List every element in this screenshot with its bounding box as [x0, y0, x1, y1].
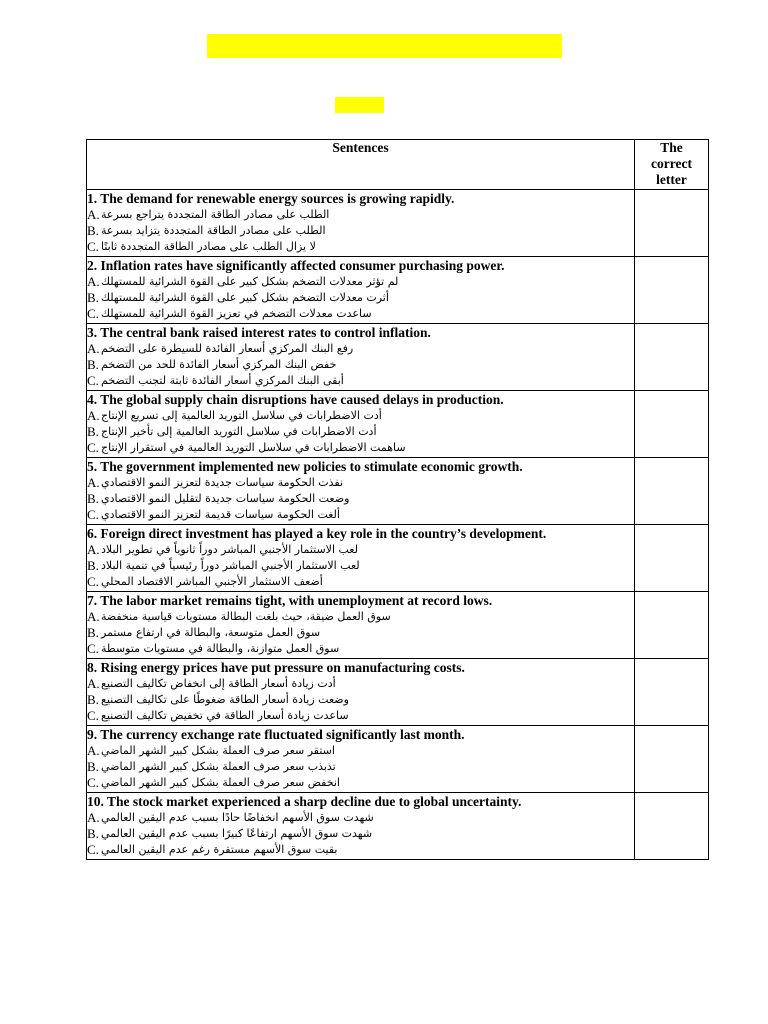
option-letter: B.	[87, 625, 99, 640]
question-row	[87, 257, 709, 324]
question-row	[87, 190, 709, 257]
option-row	[87, 440, 634, 456]
option-text: نفذت الحكومة سياسات جديدة لتعزيز النمو الاقتصادي	[101, 476, 344, 489]
option-letter: C.	[87, 842, 99, 857]
option-text: شهدت سوق الأسهم انخفاضًا حادًا بسبب عدم اليقين العالمي	[101, 811, 374, 824]
option-row	[87, 408, 634, 424]
option-text: أدت زيادة أسعار الطاقة إلى انخفاض تكاليف التصنيع	[101, 677, 336, 690]
option-text: خفض البنك المركزي أسعار الفائدة للحد من التضخم	[101, 358, 337, 371]
option-row	[87, 373, 634, 389]
question-row	[87, 659, 709, 726]
option-row	[87, 239, 634, 255]
option-letter: C.	[87, 306, 99, 321]
question-cell	[87, 458, 635, 525]
option-letter: A.	[87, 341, 100, 356]
option-text: وضعت زيادة أسعار الطاقة ضغوطًا على تكاليف التصنيع	[101, 693, 349, 706]
question-cell	[87, 324, 635, 391]
option-row	[87, 641, 634, 657]
option-letter: B.	[87, 357, 99, 372]
question-row	[87, 726, 709, 793]
option-letter: A.	[87, 475, 100, 490]
option-row	[87, 290, 634, 306]
option-row	[87, 574, 634, 590]
option-row	[87, 676, 634, 692]
option-letter: B.	[87, 826, 99, 841]
option-row	[87, 507, 634, 523]
answer-letter-cell[interactable]	[635, 458, 709, 525]
question-text: 6. Foreign direct investment has played a key role in the country’s development.	[87, 526, 547, 541]
option-row	[87, 274, 634, 290]
question-row	[87, 525, 709, 592]
option-text: أبقى البنك المركزي أسعار الفائدة ثابتة لتجنب التضخم	[101, 374, 344, 387]
option-text: تذبذب سعر صرف العملة بشكل كبير الشهر الماضي	[101, 760, 336, 773]
option-text: ساعدت زيادة أسعار الطاقة في تخفيض تكاليف التصنيع	[101, 709, 349, 722]
option-text: رفع البنك المركزي أسعار الفائدة للسيطرة على التضخم	[101, 342, 354, 355]
header-letter-line: letter	[656, 172, 687, 187]
option-text: أدت الاضطرابات في سلاسل التوريد العالمية إلى تأخير الإنتاج	[101, 425, 377, 438]
option-row	[87, 842, 634, 858]
option-text: أضعف الاستثمار الأجنبي المباشر الاقتصاد المحلي	[101, 575, 323, 588]
option-text: لم تؤثر معدلات التضخم بشكل كبير على القوة الشرائية للمستهلك	[101, 275, 399, 288]
option-row	[87, 558, 634, 574]
question-cell	[87, 190, 635, 257]
option-text: استقر سعر صرف العملة بشكل كبير الشهر الماضي	[101, 744, 335, 757]
option-letter: C.	[87, 775, 99, 790]
question-cell	[87, 659, 635, 726]
option-letter: A.	[87, 810, 100, 825]
question-text: 2. Inflation rates have significantly affected consumer purchasing power.	[87, 258, 505, 273]
option-row	[87, 542, 634, 558]
option-row	[87, 475, 634, 491]
option-letter: B.	[87, 491, 99, 506]
header-correct-letter	[635, 140, 709, 190]
option-text: بقيت سوق الأسهم مستقرة رغم عدم اليقين العالمي	[101, 843, 338, 856]
question-text: 5. The government implemented new policies to stimulate economic growth.	[87, 459, 523, 474]
question-text: 3. The central bank raised interest rates to control inflation.	[87, 325, 431, 340]
question-cell	[87, 257, 635, 324]
question-table	[86, 139, 709, 860]
header-letter-line: The	[660, 140, 683, 155]
question-row	[87, 391, 709, 458]
option-letter: B.	[87, 290, 99, 305]
option-row	[87, 759, 634, 775]
answer-letter-cell[interactable]	[635, 793, 709, 860]
question-cell	[87, 793, 635, 860]
option-row	[87, 223, 634, 239]
option-row	[87, 708, 634, 724]
table-header-row	[87, 140, 709, 190]
option-text: وضعت الحكومة سياسات جديدة لتقليل النمو الاقتصادي	[101, 492, 350, 505]
answer-letter-cell[interactable]	[635, 659, 709, 726]
question-text: 10. The stock market experienced a sharp decline due to global uncertainty.	[87, 794, 522, 809]
question-row	[87, 793, 709, 860]
option-letter: A.	[87, 542, 100, 557]
subtitle-highlight-bar	[335, 97, 384, 113]
option-letter: B.	[87, 692, 99, 707]
option-letter: B.	[87, 558, 99, 573]
option-row	[87, 207, 634, 223]
option-letter: C.	[87, 507, 99, 522]
option-letter: C.	[87, 708, 99, 723]
option-text: أدت الاضطرابات في سلاسل التوريد العالمية إلى تسريع الإنتاج	[101, 409, 382, 422]
option-letter: A.	[87, 207, 100, 222]
option-letter: A.	[87, 274, 100, 289]
option-letter: A.	[87, 408, 100, 423]
option-row	[87, 810, 634, 826]
answer-letter-cell[interactable]	[635, 324, 709, 391]
option-row	[87, 491, 634, 507]
question-row	[87, 324, 709, 391]
option-letter: A.	[87, 609, 100, 624]
question-row	[87, 458, 709, 525]
option-letter: C.	[87, 641, 99, 656]
option-text: سوق العمل متوسعة، والبطالة في ارتفاع مستمر	[101, 626, 321, 639]
header-letter-line: correct	[651, 156, 692, 171]
option-text: لعب الاستثمار الأجنبي المباشر دوراً رئيسياً في تنمية البلاد	[101, 559, 360, 572]
answer-letter-cell[interactable]	[635, 391, 709, 458]
option-row	[87, 341, 634, 357]
option-row	[87, 826, 634, 842]
option-text: ساهمت الاضطرابات في سلاسل التوريد العالمية في استقرار الإنتاج	[101, 441, 406, 454]
option-row	[87, 609, 634, 625]
question-cell	[87, 592, 635, 659]
answer-letter-cell[interactable]	[635, 525, 709, 592]
option-letter: C.	[87, 574, 99, 589]
option-row	[87, 625, 634, 641]
option-letter: B.	[87, 223, 99, 238]
option-letter: C.	[87, 373, 99, 388]
question-cell	[87, 525, 635, 592]
question-text: 1. The demand for renewable energy sources is growing rapidly.	[87, 191, 455, 206]
option-text: لعب الاستثمار الأجنبي المباشر دوراً ثانوياً في تطوير البلاد	[101, 543, 358, 556]
option-text: انخفض سعر صرف العملة بشكل كبير الشهر الماضي	[101, 776, 340, 789]
option-letter: B.	[87, 759, 99, 774]
question-text: 8. Rising energy prices have put pressure on manufacturing costs.	[87, 660, 465, 675]
option-text: الطلب على مصادر الطاقة المتجددة يتزايد بسرعة	[101, 224, 326, 237]
option-row	[87, 775, 634, 791]
option-text: شهدت سوق الأسهم ارتفاعًا كبيرًا بسبب عدم اليقين العالمي	[101, 827, 373, 840]
option-text: ساعدت معدلات التضخم في تعزيز القوة الشرائية للمستهلك	[101, 307, 372, 320]
option-row	[87, 424, 634, 440]
question-cell	[87, 726, 635, 793]
option-text: أثرت معدلات التضخم بشكل كبير على القوة الشرائية للمستهلك	[101, 291, 389, 304]
question-text: 7. The labor market remains tight, with unemployment at record lows.	[87, 593, 493, 608]
header-sentences: Sentences	[87, 140, 635, 190]
option-text: لا يزال الطلب على مصادر الطاقة المتجددة ثابتًا	[101, 240, 316, 253]
option-letter: C.	[87, 239, 99, 254]
title-highlight-bar	[207, 34, 562, 58]
option-letter: C.	[87, 440, 99, 455]
answer-letter-cell[interactable]	[635, 190, 709, 257]
option-text: ألغت الحكومة سياسات قديمة لتعزيز النمو الاقتصادي	[101, 508, 340, 521]
question-cell	[87, 391, 635, 458]
option-row	[87, 692, 634, 708]
question-row	[87, 592, 709, 659]
option-text: سوق العمل متوازنة، والبطالة في مستويات متوسطة	[101, 642, 340, 655]
option-text: سوق العمل ضيقة، حيث بلغت البطالة مستويات قياسية منخفضة	[101, 610, 391, 623]
option-row	[87, 357, 634, 373]
answer-letter-cell[interactable]	[635, 726, 709, 793]
answer-letter-cell[interactable]	[635, 592, 709, 659]
option-letter: A.	[87, 743, 100, 758]
option-letter: A.	[87, 676, 100, 691]
question-text: 4. The global supply chain disruptions have caused delays in production.	[87, 392, 504, 407]
option-text: الطلب على مصادر الطاقة المتجددة يتراجع بسرعة	[101, 208, 330, 221]
option-letter: B.	[87, 424, 99, 439]
option-row	[87, 306, 634, 322]
question-text: 9. The currency exchange rate fluctuated significantly last month.	[87, 727, 465, 742]
option-row	[87, 743, 634, 759]
answer-letter-cell[interactable]	[635, 257, 709, 324]
